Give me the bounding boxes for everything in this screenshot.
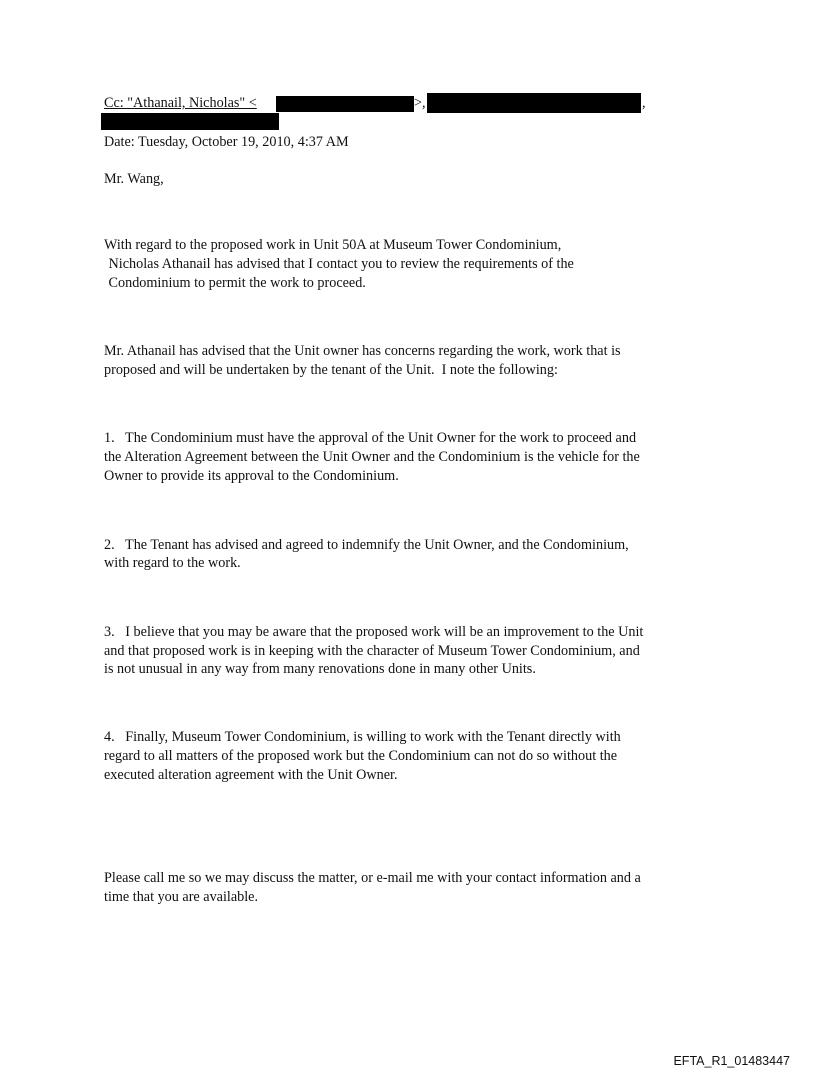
- closing-line-1: Please call me so we may discuss the matter, or e-mail me with your contact information and a: [104, 870, 641, 886]
- paragraph-1-line-2: Nicholas Athanail has advised that I contact you to review the requirements of the: [105, 256, 574, 272]
- paragraph-1-line-3: Condominium to permit the work to proceed.: [105, 275, 366, 291]
- paragraph-2-line-2: proposed and will be undertaken by the tenant of the Unit. I note the following:: [104, 362, 558, 378]
- item-2-line-1: 2. The Tenant has advised and agreed to indemnify the Unit Owner, and the Condominium,: [104, 537, 629, 553]
- date-line: Date: Tuesday, October 19, 2010, 4:37 AM: [104, 134, 349, 150]
- cc-line: [104, 95, 257, 112]
- item-1-line-2: the Alteration Agreement between the Unit Owner and the Condominium is the vehicle for the: [104, 449, 640, 465]
- cc-end: ,: [642, 95, 646, 111]
- redaction-cc-email-3: [101, 113, 279, 130]
- redaction-cc-email-2: [427, 93, 641, 113]
- salutation: Mr. Wang,: [104, 171, 164, 187]
- item-4-line-1: 4. Finally, Museum Tower Condominium, is willing to work with the Tenant directly with: [104, 729, 621, 745]
- item-3-line-3: is not unusual in any way from many renovations done in many other Units.: [104, 661, 536, 677]
- item-4-line-3: executed alteration agreement with the Unit Owner.: [104, 767, 398, 783]
- closing-line-2: time that you are available.: [104, 889, 259, 905]
- item-2-line-2: with regard to the work.: [104, 555, 241, 571]
- document-id: EFTA_R1_01483447: [673, 1054, 790, 1068]
- item-3-line-1: 3. I believe that you may be aware that the proposed work will be an improvement to the Unit: [104, 624, 644, 640]
- item-1-line-3: Owner to provide its approval to the Condominium.: [104, 468, 399, 484]
- paragraph-2-line-1: Mr. Athanail has advised that the Unit owner has concerns regarding the work, work that is: [104, 343, 621, 359]
- cc-prefix: Cc: "Athanail, Nicholas" <: [104, 95, 257, 111]
- item-3-line-2: and that proposed work is in keeping with the character of Museum Tower Condominium, and: [104, 643, 640, 659]
- cc-mid: >,: [414, 95, 426, 111]
- item-4-line-2: regard to all matters of the proposed work but the Condominium can not do so without the: [104, 748, 618, 764]
- item-1-line-1: 1. The Condominium must have the approval of the Unit Owner for the work to proceed and: [104, 430, 637, 446]
- paragraph-1-line-1: With regard to the proposed work in Unit 50A at Museum Tower Condominium,: [104, 237, 562, 253]
- redaction-cc-email-1: [276, 96, 414, 112]
